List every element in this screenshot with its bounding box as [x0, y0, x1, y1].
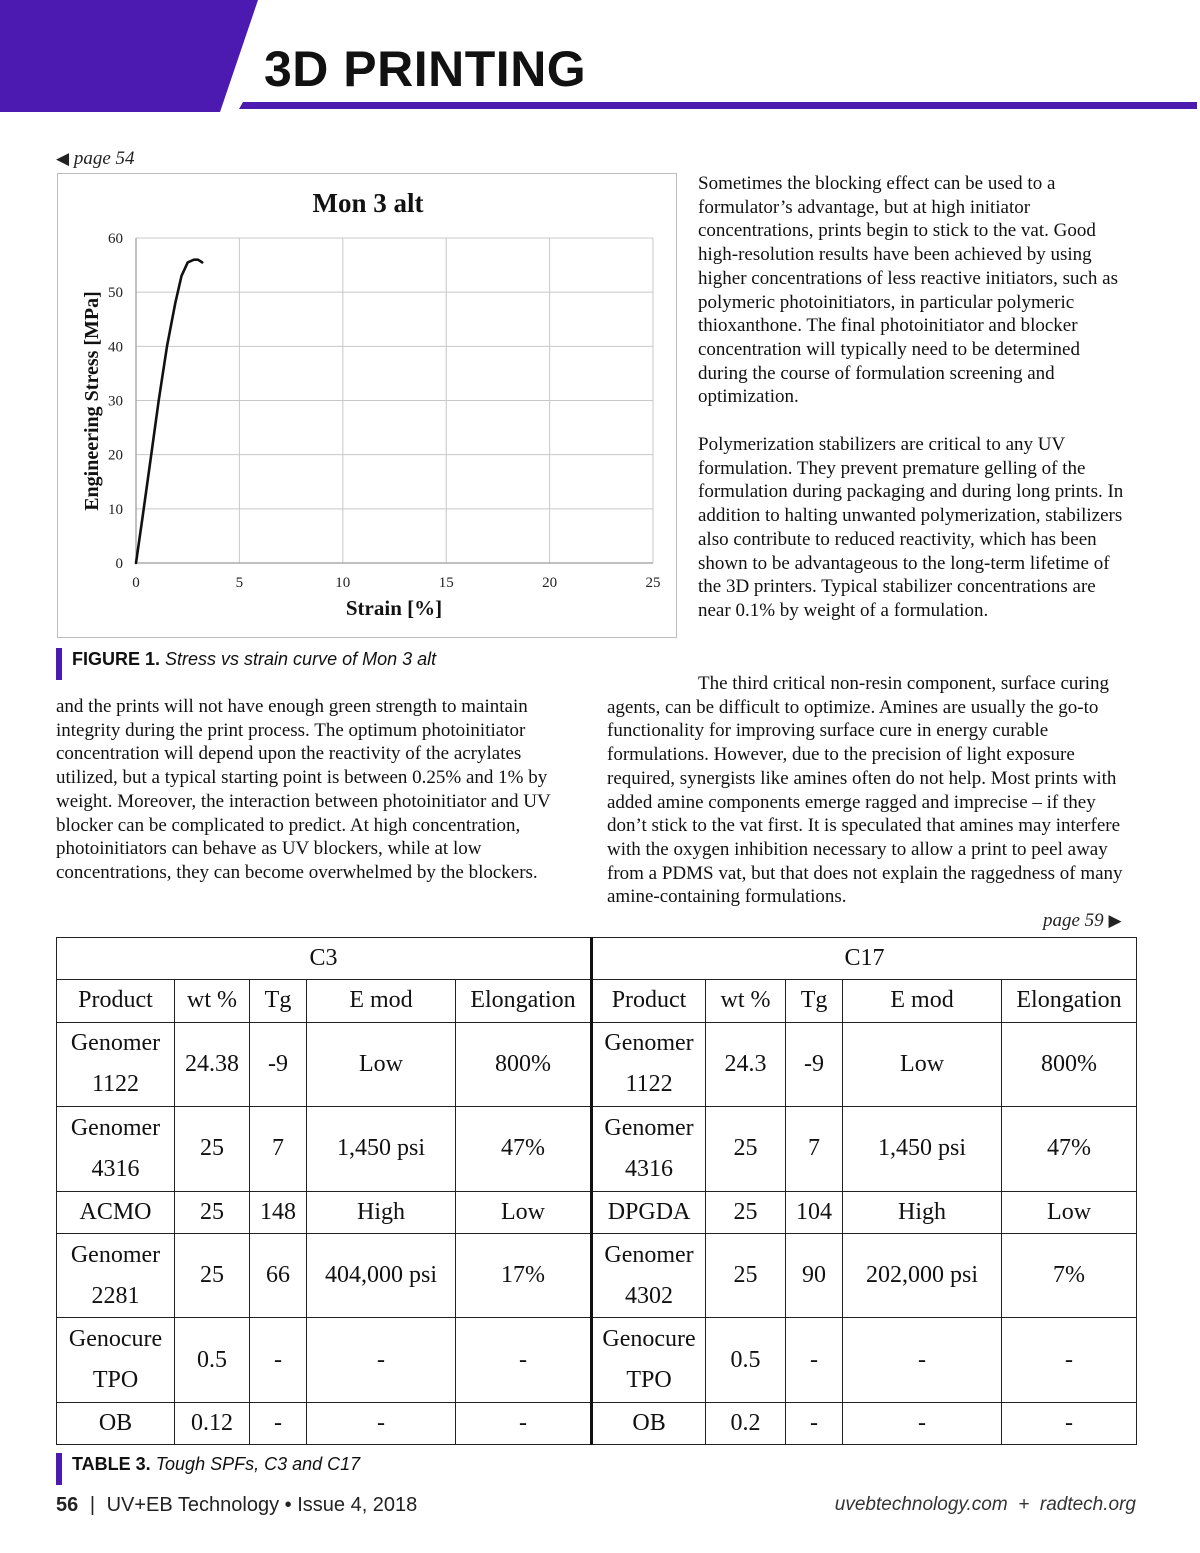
continued-on-link[interactable] [1043, 910, 1122, 932]
table-cell: 0.5 [706, 1318, 786, 1403]
table-cell: 7% [1002, 1233, 1137, 1318]
column-header: wt % [706, 980, 786, 1022]
product-cell [592, 1402, 706, 1444]
product-cell [592, 1191, 706, 1233]
product-cell [57, 1318, 175, 1403]
x-tick-label: 15 [438, 575, 454, 591]
x-tick-label: 0 [132, 575, 140, 591]
group-header-c3: C3 [57, 938, 592, 980]
chart-title: Mon 3 alt [312, 188, 424, 218]
chart-series [136, 260, 202, 563]
table-cell: 104 [786, 1191, 843, 1233]
product-name-line: Genomer [604, 1114, 694, 1141]
table-cell: - [843, 1402, 1002, 1444]
product-cell [57, 1233, 175, 1318]
table-row [57, 1107, 1137, 1192]
table-cell: 24.38 [175, 1022, 250, 1107]
table-caption-label: TABLE 3. [72, 1454, 151, 1474]
header-purple-block [0, 0, 258, 112]
table-cell: 17% [456, 1233, 592, 1318]
product-name-line: Genomer [70, 1030, 161, 1057]
footer-websites[interactable]: uvebtechnology.com + radtech.org [834, 1494, 1136, 1515]
group-header-c17: C17 [592, 938, 1137, 980]
section-title: 3D PRINTING [264, 41, 587, 97]
figure-chart [57, 173, 677, 638]
table-cell: -9 [250, 1022, 307, 1107]
table-cell: 7 [250, 1107, 307, 1192]
y-tick-label: 0 [115, 556, 123, 572]
paragraph-green-strength: and the prints will not have enough green strength to maintain integrity during the print process. The optimum photoinitiator concentration will depend upon the reactivity of the acrylates utilized, but a typical starting point is between 0.25% and 1% by weight. Moreover, the interaction between photoinitiator and UV blocker can be complicated to predict. At high concentration, photoinitiators can behave as UV blockers, while at low concentrations, they can become overwhelmed by the blockers. [56, 696, 551, 883]
table-cell: -9 [786, 1022, 843, 1107]
table-cell: 0.2 [706, 1402, 786, 1444]
product-name-line: 4302 [625, 1282, 674, 1309]
table-caption-bar [56, 1453, 62, 1485]
figure-caption-text: Stress vs strain curve of Mon 3 alt [165, 649, 437, 669]
x-tick-label: 5 [235, 575, 244, 591]
product-cell [592, 1318, 706, 1403]
chart-y-axis-label: Engineering Stress [MPa] [81, 291, 103, 511]
table-cell: - [307, 1402, 456, 1444]
y-tick-label: 50 [108, 285, 123, 302]
table-row [57, 1022, 1137, 1107]
column-header: Elongation [1002, 980, 1137, 1022]
continued-on-label: page 59 [1043, 910, 1104, 931]
table-cell: 1,450 psi [307, 1107, 456, 1192]
table-cell: - [250, 1402, 307, 1444]
continued-from-link[interactable] [56, 148, 135, 170]
chart-grid [136, 238, 653, 563]
table-cell: - [786, 1318, 843, 1403]
stress-strain-chart [58, 174, 678, 639]
column-header: E mod [843, 980, 1002, 1022]
product-name-line: 1122 [91, 1071, 140, 1098]
table-cell: 25 [706, 1233, 786, 1318]
product-cell [57, 1022, 175, 1107]
column-header: Product [592, 980, 706, 1022]
paragraph-surface-curing: The third critical non-resin component, surface curing agents, can be difficult to optimize. Amines are usually the go-to functionality for improving surface cure in energy curable formulations. However, due to the precision of light exposure required, synergists like amines often do not help. Most prints with added amine components emerge ragged and imprecise – if they don’t stick to the vat first. It is speculated that amines may interfere with the oxygen inhibition necessary to allow a print to peel away from a PDMS vat, but that does not explain the raggedness of many amine-containing formulations. [607, 673, 1123, 908]
table-cell: 25 [175, 1107, 250, 1192]
table-cell: 47% [456, 1107, 592, 1192]
publication-name: UV+EB Technology • Issue 4, 2018 [106, 1494, 418, 1516]
table-row [57, 1402, 1137, 1444]
table-cell: 25 [706, 1191, 786, 1233]
table-cell: Low [1002, 1191, 1137, 1233]
table-cell: 800% [1002, 1022, 1137, 1107]
product-name-line: OB [632, 1409, 666, 1436]
footer-separator: | [89, 1494, 96, 1516]
table-row [57, 1191, 1137, 1233]
table-cell: - [843, 1318, 1002, 1403]
table-body [57, 1022, 1137, 1445]
left-triangle-icon: ◀ [56, 149, 70, 168]
table-caption [72, 1454, 360, 1475]
table-cell: 800% [456, 1022, 592, 1107]
y-tick-label: 10 [108, 501, 123, 518]
header-banner [0, 0, 1200, 112]
product-cell [592, 1107, 706, 1192]
table-cell: High [843, 1191, 1002, 1233]
figure-caption [72, 649, 436, 670]
continued-from-label: page 54 [73, 148, 135, 169]
table-cell: 1,450 psi [843, 1107, 1002, 1192]
footer-publication [56, 1494, 417, 1517]
column-header: Tg [250, 980, 307, 1022]
table-cell: - [1002, 1402, 1137, 1444]
column-header: Product [57, 980, 175, 1022]
product-name-line: Genomer [604, 1030, 694, 1057]
column-header: Tg [786, 980, 843, 1022]
y-tick-label: 40 [108, 339, 123, 356]
paragraph-blocking-effect: Sometimes the blocking effect can be used to a formulator’s advantage, but at high initiator concentrations, prints begin to stick to the vat. Good high-resolution results have been achieved by using higher concentrations of less reactive initiators, such as polymeric photoinitiators, in particular polymeric thioxanthone. The final photoinitiator and blocker concentration will typically need to be determined during the course of formulation screening and optimization. [698, 173, 1118, 408]
product-cell [57, 1402, 175, 1444]
table-cell: 202,000 psi [843, 1233, 1002, 1318]
table-row [57, 1318, 1137, 1403]
table-cell: Low [456, 1191, 592, 1233]
product-name-line: 2281 [91, 1282, 140, 1309]
table-cell: - [456, 1318, 592, 1403]
product-name-line: DPGDA [607, 1198, 691, 1225]
table-cell: - [307, 1318, 456, 1403]
product-name-line: Genomer [70, 1241, 161, 1268]
table-cell: Low [307, 1022, 456, 1107]
table-cell: 7 [786, 1107, 843, 1192]
table-header-row [57, 980, 1137, 1022]
x-tick-label: 25 [645, 575, 661, 591]
table-cell: 0.5 [175, 1318, 250, 1403]
table-cell: 90 [786, 1233, 843, 1318]
table-cell: High [307, 1191, 456, 1233]
table-group-row [57, 938, 1137, 980]
column-header: E mod [307, 980, 456, 1022]
table-cell: 148 [250, 1191, 307, 1233]
header-rule [239, 102, 1197, 109]
y-tick-label: 30 [108, 393, 123, 410]
product-name-line: Genocure [602, 1326, 696, 1352]
y-tick-label: 20 [108, 447, 123, 464]
product-name-line: 1122 [625, 1071, 673, 1098]
x-tick-label: 20 [542, 575, 558, 591]
column-header: wt % [175, 980, 250, 1022]
table-cell: 25 [175, 1233, 250, 1318]
product-name-line: 4316 [91, 1155, 140, 1182]
figure-caption-label: FIGURE 1. [72, 649, 161, 669]
table-row [57, 1233, 1137, 1318]
table-caption-text: Tough SPFs, C3 and C17 [155, 1454, 361, 1474]
table-cell: 24.3 [706, 1022, 786, 1107]
right-triangle-icon: ▶ [1108, 911, 1122, 930]
product-name-line: Genocure [68, 1326, 163, 1352]
figure-caption-bar [56, 648, 62, 680]
page-number: 56 [56, 1494, 79, 1516]
table-cell: - [786, 1402, 843, 1444]
table-cell: 25 [706, 1107, 786, 1192]
y-tick-label: 60 [108, 231, 123, 247]
product-cell [592, 1022, 706, 1107]
column-header: Elongation [456, 980, 592, 1022]
product-cell [57, 1191, 175, 1233]
product-name-line: 4316 [625, 1155, 674, 1182]
product-cell [57, 1107, 175, 1192]
product-name-line: Genomer [604, 1241, 694, 1268]
product-name-line: Genomer [70, 1114, 161, 1141]
table-tough-spfs [56, 937, 1137, 1445]
table-cell: 0.12 [175, 1402, 250, 1444]
paragraph-stabilizers: Polymerization stabilizers are critical to any UV formulation. They prevent premature gelling of the formulation during packaging and during long prints. In addition to halting unwanted polymerization, stabilizers also contribute to reduced reactivity, which has been shown to be advantageous to the long-term lifetime of the 3D printers. Typical stabilizer concentrations are near 0.1% by weight of a formulation. [698, 434, 1124, 621]
table-cell: - [250, 1318, 307, 1403]
chart-ticks [108, 231, 661, 591]
product-cell [592, 1233, 706, 1318]
table-cell: 66 [250, 1233, 307, 1318]
product-name-line: TPO [92, 1367, 139, 1393]
x-tick-label: 10 [335, 575, 351, 591]
table-cell: - [456, 1402, 592, 1444]
chart-x-axis-label: Strain [%] [345, 596, 443, 620]
table-cell: 25 [175, 1191, 250, 1233]
series-line-mon-3-alt [136, 260, 202, 563]
product-name-line: TPO [626, 1367, 672, 1393]
table-cell: Low [843, 1022, 1002, 1107]
table-cell: - [1002, 1318, 1137, 1403]
product-name-line: OB [98, 1409, 133, 1436]
table-cell: 47% [1002, 1107, 1137, 1192]
table-cell: 404,000 psi [307, 1233, 456, 1318]
product-name-line: ACMO [79, 1198, 152, 1225]
